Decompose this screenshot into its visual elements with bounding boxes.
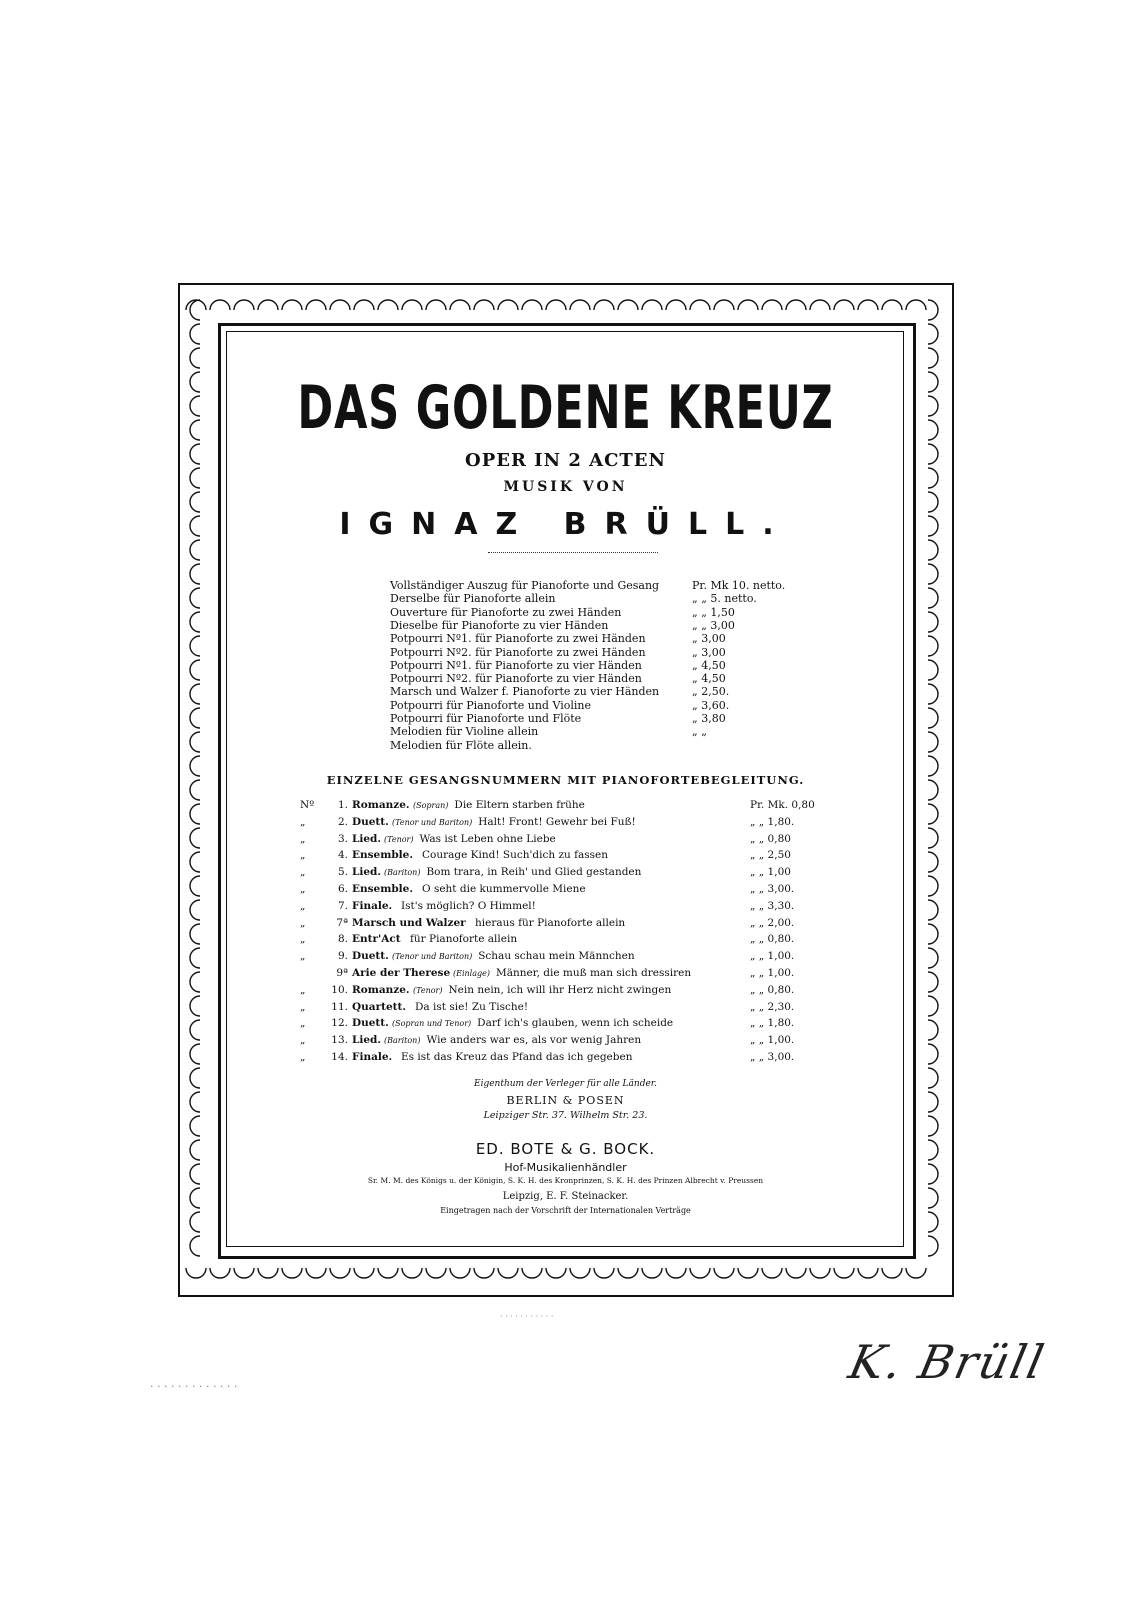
number-price: „ „ 3,30. xyxy=(750,899,795,912)
ornament-arc xyxy=(928,324,938,344)
number-text: Es ist das Kreuz das Pfand das ich gegeben xyxy=(401,1051,633,1063)
number-mark: „ xyxy=(300,950,306,963)
number-title: Entr'Act xyxy=(352,933,401,946)
number-index: 14. xyxy=(331,1051,348,1063)
number-index: 11. xyxy=(331,1000,348,1013)
number-price: „ „ 1,00. xyxy=(750,950,795,963)
number-detail xyxy=(392,1052,632,1063)
number-mark: „ xyxy=(300,983,306,996)
imprint-publisher: ED. BOTE & G. BOCK. xyxy=(475,1140,656,1158)
ornament-arc xyxy=(450,300,470,310)
imprint-footnote: Eingetragen nach der Vorschrift der Internationalen Verträge xyxy=(440,1206,691,1215)
ornament-arc xyxy=(378,1268,398,1278)
number-price: „ „ 0,80. xyxy=(750,933,795,946)
number-price: „ „ 2,50 xyxy=(750,849,791,862)
number-mark: „ xyxy=(300,1000,306,1013)
vocal-number-row xyxy=(0,1035,1131,1051)
ornament-arc xyxy=(618,1268,638,1278)
number-title: Duett. xyxy=(352,950,389,963)
number-voice: (Tenor und Bariton) xyxy=(392,817,473,827)
ornament-arc xyxy=(402,300,422,310)
ornament-arc xyxy=(690,1268,710,1278)
number-detail xyxy=(389,951,635,962)
faint-pencil-note: · · · · · · · · · · · · · xyxy=(150,1380,238,1393)
ornament-arc xyxy=(474,300,494,310)
arrangement-title: Potpourri Nº2. für Pianoforte zu zwei Händen xyxy=(390,645,646,659)
ornament-arc xyxy=(190,348,200,368)
opera-subtitle: OPER IN 2 ACTEN xyxy=(465,450,666,471)
ornament-arc xyxy=(690,300,710,310)
number-price: „ „ 0,80. xyxy=(750,983,795,996)
arrangement-price: Pr. Mk 10. netto. xyxy=(692,579,786,592)
ornament-arc xyxy=(330,300,350,310)
number-price: „ „ 0,80 xyxy=(750,832,791,845)
number-index: 4. xyxy=(337,849,348,862)
ornament-arc xyxy=(762,300,782,310)
number-detail xyxy=(381,867,641,878)
vocal-number-row xyxy=(0,918,1131,934)
arrangement-price: „ „ xyxy=(692,725,707,739)
ornament-arc xyxy=(762,1268,782,1278)
number-index: 1. xyxy=(337,799,348,811)
number-text: für Pianoforte allein xyxy=(410,933,518,946)
number-title: Finale. xyxy=(352,1051,393,1063)
vocal-number-row xyxy=(0,985,1131,1001)
ornament-arc xyxy=(882,300,902,310)
number-detail xyxy=(413,850,608,861)
imprint-leipzig: Leipzig, E. F. Steinacker. xyxy=(502,1191,629,1202)
number-title: Duett. xyxy=(352,1017,389,1030)
number-voice: (Tenor) xyxy=(384,834,414,844)
ornament-arc xyxy=(426,1268,446,1278)
ornament-arc xyxy=(618,300,638,310)
ornament-arc xyxy=(210,1268,230,1278)
vocal-number-row xyxy=(0,968,1131,984)
vocal-number-row xyxy=(0,1018,1131,1034)
number-price: „ „ 1,00 xyxy=(750,866,791,879)
arrangement-title: Melodien für Violine allein xyxy=(390,725,539,739)
arrangement-price: „ 3,60. xyxy=(692,698,730,712)
number-mark: „ xyxy=(300,849,306,862)
composer-name: IGNAZ BRÜLL. xyxy=(339,507,792,542)
number-mark: „ xyxy=(300,1017,306,1030)
number-index: 3. xyxy=(337,832,348,845)
arrangement-price: „ 4,50 xyxy=(692,672,726,686)
arrangement-title: Melodien für Flöte allein. xyxy=(390,738,532,752)
number-title: Finale. xyxy=(352,899,393,912)
ornament-arc xyxy=(282,1268,302,1278)
ornament-arc xyxy=(928,684,938,704)
number-mark: „ xyxy=(300,815,306,828)
ornament-arc xyxy=(570,300,590,310)
ornament-arc xyxy=(522,1268,542,1278)
ornament-arc xyxy=(570,1268,590,1278)
ornament-arc xyxy=(928,732,938,752)
ornament-arc xyxy=(190,684,200,704)
ornament-arc xyxy=(330,1268,350,1278)
vocal-number-row xyxy=(0,850,1131,866)
ornament-arc xyxy=(354,300,374,310)
arrangement-title: Potpourri für Pianoforte und Violine xyxy=(390,698,591,712)
number-detail xyxy=(381,834,556,845)
number-detail xyxy=(410,800,585,811)
number-voice: (Tenor und Bariton) xyxy=(392,952,473,962)
number-text: Da ist sie! Zu Tische! xyxy=(415,1000,529,1013)
arrangement-price: „ 2,50. xyxy=(692,685,730,699)
arrangement-title: Potpourri Nº1. für Pianoforte zu vier Händen xyxy=(390,658,642,672)
ornament-arc xyxy=(928,588,938,608)
ornament-arc xyxy=(354,1268,374,1278)
vocal-number-row xyxy=(0,834,1131,850)
number-voice: (Bariton) xyxy=(384,868,421,878)
vocal-number-row xyxy=(0,817,1131,833)
number-text: Nein nein, ich will ihr Herz nicht zwingen xyxy=(448,983,672,996)
arrangement-price: „ 3,00 xyxy=(692,645,726,659)
number-mark: „ xyxy=(300,933,306,946)
number-index: 9ª xyxy=(336,967,348,979)
number-mark: „ xyxy=(300,832,306,845)
number-title: Arie der Therese xyxy=(352,967,451,979)
ornament-arc xyxy=(928,612,938,632)
imprint-address: Leipziger Str. 37. Wilhelm Str. 23. xyxy=(483,1110,648,1121)
divider xyxy=(488,552,658,553)
number-detail xyxy=(389,817,636,828)
ornament-arc xyxy=(738,300,758,310)
arrangement-price: „ „ 5. netto. xyxy=(692,592,757,606)
ornament-arc xyxy=(282,300,302,310)
vocal-number-row xyxy=(0,934,1131,950)
ornament-arc xyxy=(402,1268,422,1278)
number-text: Wie anders war es, als vor wenig Jahren xyxy=(426,1034,642,1047)
number-index: 10. xyxy=(331,983,348,996)
arrangement-price: „ „ 1,50 xyxy=(692,605,735,619)
ornament-arc xyxy=(928,660,938,680)
number-voice: (Tenor) xyxy=(413,985,443,995)
number-index: 6. xyxy=(337,883,348,895)
ornament-arc xyxy=(258,1268,278,1278)
vocal-number-row xyxy=(0,951,1131,967)
number-price: „ „ 1,80. xyxy=(750,815,795,828)
number-detail xyxy=(389,1018,673,1029)
ornament-arc xyxy=(258,300,278,310)
ornament-arc xyxy=(190,636,200,656)
number-index: 13. xyxy=(331,1034,348,1047)
number-text: Ist's möglich? O Himmel! xyxy=(401,899,536,912)
number-text: Darf ich's glauben, wenn ich scheide xyxy=(477,1017,674,1030)
ornament-arc xyxy=(498,1268,518,1278)
number-index: 8. xyxy=(337,933,348,946)
ornament-arc xyxy=(594,300,614,310)
ornament-arc xyxy=(738,1268,758,1278)
ornament-arc xyxy=(906,300,926,310)
number-voice: (Bariton) xyxy=(384,1036,421,1046)
vocal-number-row xyxy=(0,867,1131,883)
arrangement-price: „ 4,50 xyxy=(692,658,726,672)
ornament-arc xyxy=(906,1268,926,1278)
imprint-royal: Sr. M. M. des Königs u. der Königin, S. K. H. des Kronprinzen, S. K. H. des Prinzen Albrecht v. Preussen xyxy=(367,1176,764,1185)
ornament-arc xyxy=(928,708,938,728)
number-mark: „ xyxy=(300,866,306,879)
number-text: Schau schau mein Männchen xyxy=(478,950,635,963)
number-detail xyxy=(406,1002,528,1013)
number-voice: (Sopran und Tenor) xyxy=(392,1019,472,1029)
ornament-arc xyxy=(546,1268,566,1278)
number-voice: (Sopran) xyxy=(413,801,449,810)
number-detail xyxy=(401,934,517,945)
number-index: 5. xyxy=(337,866,348,879)
ornament-arc xyxy=(666,1268,686,1278)
ornament-arc xyxy=(190,612,200,632)
number-mark: „ xyxy=(300,1051,306,1063)
ornament-arc xyxy=(190,300,200,320)
number-title: Romanze. xyxy=(352,799,410,811)
ornament-arc xyxy=(190,540,200,560)
number-title: Lied. xyxy=(352,832,382,845)
ornament-arc xyxy=(928,564,938,584)
ornament-arc xyxy=(190,1212,200,1232)
ornament-arc xyxy=(928,1236,938,1256)
ornament-arc xyxy=(858,1268,878,1278)
ornament-arc xyxy=(810,300,830,310)
ornament-arc xyxy=(190,1236,200,1256)
number-title: Quartett. xyxy=(352,1000,407,1013)
vocal-number-row xyxy=(0,1052,1131,1068)
vocal-number-row xyxy=(0,1002,1131,1018)
imprint-city: BERLIN & POSEN xyxy=(506,1094,625,1107)
number-mark: „ xyxy=(300,899,306,912)
ornament-arc xyxy=(426,300,446,310)
ornament-arc xyxy=(928,540,938,560)
number-title: Duett. xyxy=(352,815,389,828)
ornament-arc xyxy=(928,300,938,320)
vocal-number-row xyxy=(0,884,1131,900)
ornament-arc xyxy=(642,300,662,310)
number-title: Ensemble. xyxy=(352,849,414,862)
number-text: Courage Kind! Such'dich zu fassen xyxy=(422,849,608,862)
ornament-arc xyxy=(190,324,200,344)
number-price: „ „ 1,80. xyxy=(750,1017,795,1030)
ornament-arc xyxy=(786,300,806,310)
ornament-arc xyxy=(928,636,938,656)
number-detail xyxy=(392,901,536,912)
number-text: Die Eltern starben frühe xyxy=(454,799,585,811)
ornament-arc xyxy=(834,1268,854,1278)
arrangement-title: Potpourri Nº2. für Pianoforte zu vier Händen xyxy=(390,672,642,686)
number-price: „ „ 2,00. xyxy=(750,916,795,929)
ornament-arc xyxy=(450,1268,470,1278)
number-text: Halt! Front! Gewehr bei Fuß! xyxy=(478,815,636,828)
number-title: Ensemble. xyxy=(352,883,414,895)
arrangement-price: „ 3,80 xyxy=(692,712,726,725)
ornament-arc xyxy=(928,1212,938,1232)
number-voice: (Einlage) xyxy=(453,969,490,978)
ornament-arc xyxy=(234,300,254,310)
number-title: Lied. xyxy=(352,1034,382,1047)
number-detail xyxy=(381,1035,641,1046)
number-detail xyxy=(410,985,671,996)
arrangement-price: „ 3,00 xyxy=(692,632,726,646)
ornament-arc xyxy=(858,300,878,310)
ornament-arc xyxy=(234,1268,254,1278)
number-mark: Nº xyxy=(300,799,315,811)
number-text: Männer, die muß man sich dressiren xyxy=(495,967,692,979)
number-text: O seht die kummervolle Miene xyxy=(422,883,586,895)
number-title: Romanze. xyxy=(352,983,410,996)
ornament-arc xyxy=(474,1268,494,1278)
ornament-arc xyxy=(714,1268,734,1278)
ornament-arc xyxy=(210,300,230,310)
opera-title: DAS GOLDENE KREUZ xyxy=(297,373,834,443)
imprint-eigenthum: Eigenthum der Verleger für alle Länder. xyxy=(474,1079,657,1089)
number-title: Lied. xyxy=(352,866,382,879)
number-mark: „ xyxy=(300,1034,306,1047)
arrangement-title: Potpourri Nº1. für Pianoforte zu zwei Händen xyxy=(390,632,646,646)
number-detail xyxy=(450,968,691,979)
number-index: 7. xyxy=(337,899,348,912)
arrangement-title: Dieselbe für Pianoforte zu vier Händen xyxy=(390,618,609,632)
ornament-arc xyxy=(594,1268,614,1278)
ornament-arc xyxy=(666,300,686,310)
ornament-arc xyxy=(714,300,734,310)
arrangement-title: Potpourri für Pianoforte und Flöte xyxy=(390,712,582,725)
number-price: Pr. Mk. 0,80 xyxy=(750,799,815,811)
number-text: hieraus für Pianoforte allein xyxy=(475,916,626,929)
imprint-hof: Hof-Musikalienhändler xyxy=(504,1161,627,1174)
vocal-number-row xyxy=(0,800,1131,816)
arrangement-title: Vollständiger Auszug für Pianoforte und Gesang xyxy=(390,579,660,592)
ornament-arc xyxy=(928,348,938,368)
ornament-arc xyxy=(190,564,200,584)
number-text: Was ist Leben ohne Liebe xyxy=(419,832,556,845)
number-price: „ „ 2,30. xyxy=(750,1000,795,1013)
ornament-arc xyxy=(642,1268,662,1278)
ornament-arc xyxy=(498,300,518,310)
number-mark: „ xyxy=(300,883,306,895)
number-price: „ „ 3,00. xyxy=(750,883,795,895)
ornament-arc xyxy=(786,1268,806,1278)
musik-von: MUSIK VON xyxy=(503,479,628,495)
ornament-arc xyxy=(306,300,326,310)
ornament-arc xyxy=(306,1268,326,1278)
ornament-arc xyxy=(190,660,200,680)
number-detail xyxy=(413,884,586,895)
ornament-arc xyxy=(546,300,566,310)
arrangement-title: Marsch und Walzer f. Pianoforte zu vier Händen xyxy=(390,685,660,699)
vocal-number-row xyxy=(0,901,1131,917)
handwritten-signature: K. Brüll xyxy=(844,1335,1051,1389)
number-mark: „ xyxy=(300,916,306,929)
ornament-arc xyxy=(882,1268,902,1278)
ornament-arc xyxy=(190,732,200,752)
number-title: Marsch und Walzer xyxy=(352,916,466,929)
number-index: 12. xyxy=(331,1017,348,1030)
ornament-arc xyxy=(834,300,854,310)
ornament-arc xyxy=(190,708,200,728)
section-heading: EINZELNE GESANGSNUMMERN MIT PIANOFORTEBEGLEITUNG. xyxy=(326,773,805,787)
faint-stamp: · · · · · · · · · · · xyxy=(500,1312,554,1321)
ornament-arc xyxy=(186,1268,206,1278)
number-price: „ „ 1,00. xyxy=(750,967,795,979)
ornament-arc xyxy=(810,1268,830,1278)
ornament-arc xyxy=(190,588,200,608)
ornament-arc xyxy=(522,300,542,310)
number-detail xyxy=(466,918,625,929)
arrangement-title: Ouverture für Pianoforte zu zwei Händen xyxy=(390,605,622,619)
number-price: „ „ 1,00. xyxy=(750,1034,795,1047)
number-index: 9. xyxy=(337,950,348,963)
number-text: Bom trara, in Reih' und Glied gestanden xyxy=(426,866,642,879)
ornament-arc xyxy=(378,300,398,310)
number-index: 2. xyxy=(337,815,348,828)
arrangement-price: „ „ 3,00 xyxy=(692,618,735,632)
number-price: „ „ 3,00. xyxy=(750,1051,795,1063)
number-index: 7ª xyxy=(336,916,348,929)
arrangement-title: Derselbe für Pianoforte allein xyxy=(390,592,556,606)
